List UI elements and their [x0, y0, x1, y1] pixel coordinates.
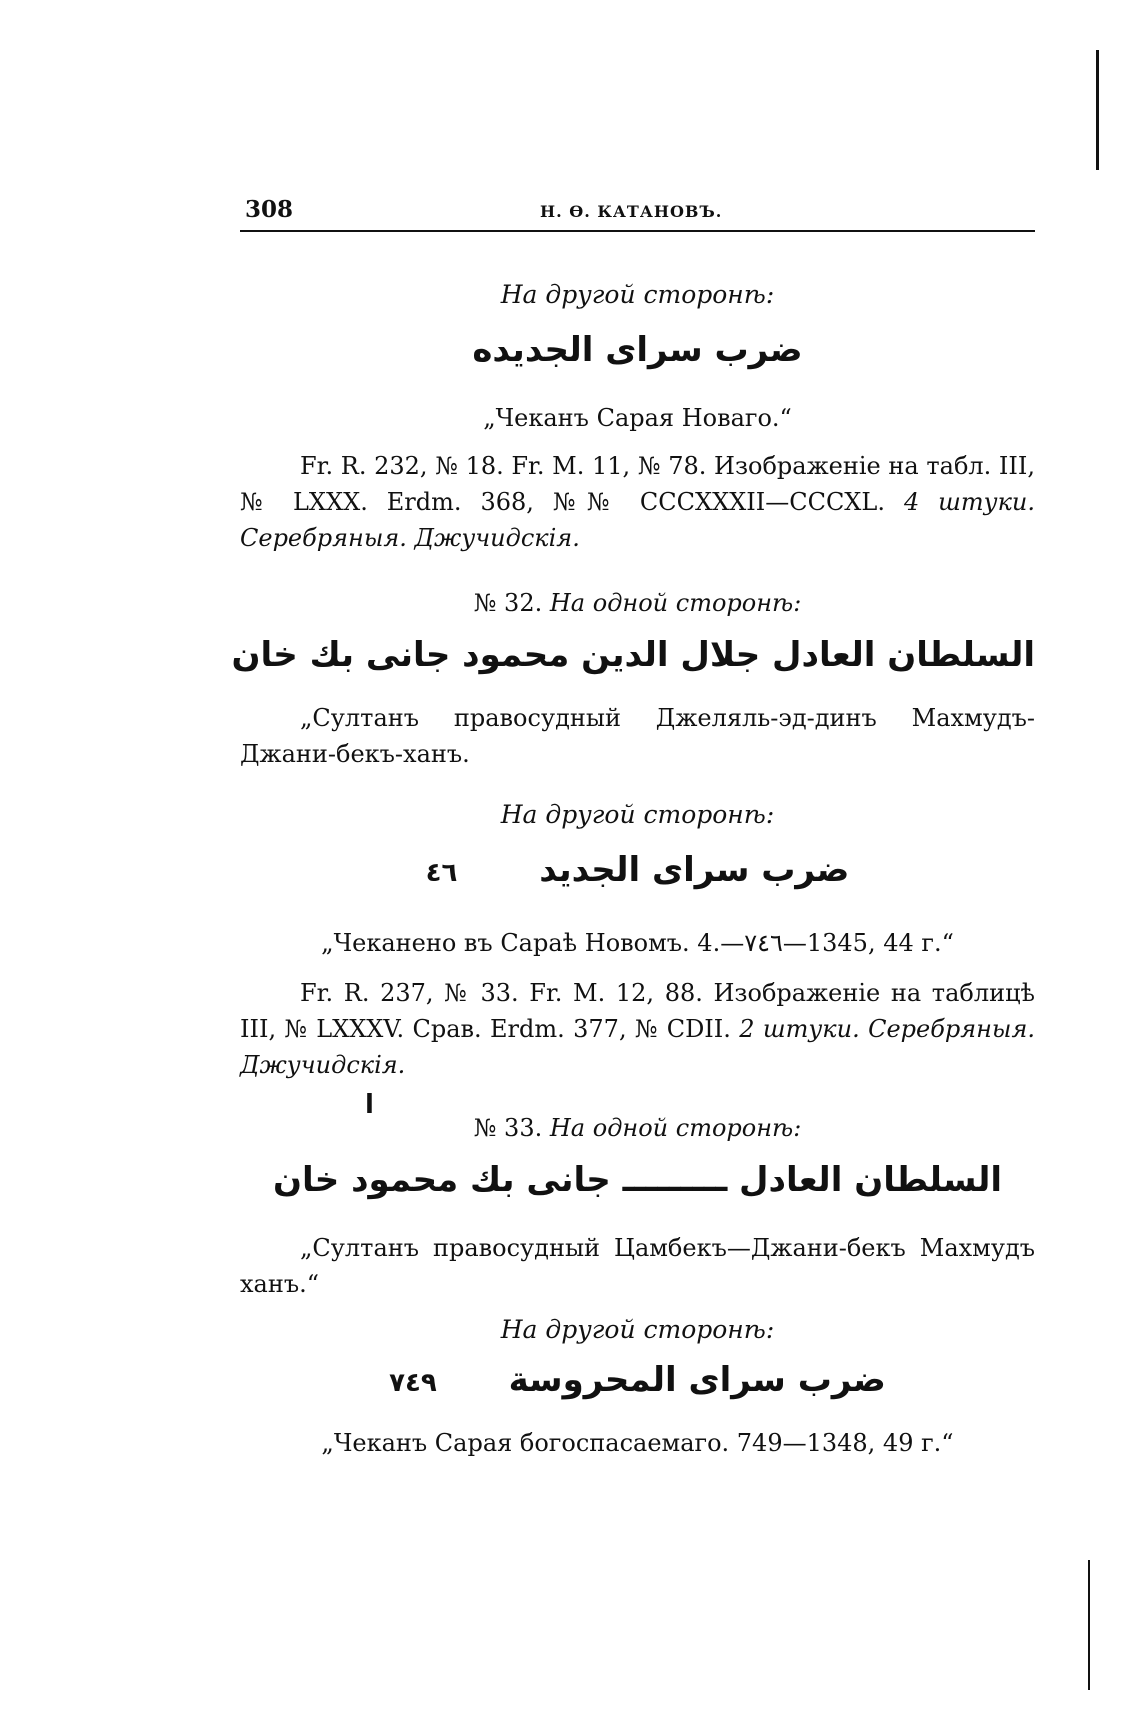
translation: „Чеканъ Сарая Новаго.“ — [483, 404, 792, 432]
reference-count-32: 2 штуки. — [739, 1015, 860, 1043]
page-header — [240, 190, 1035, 232]
running-head: Н. Ө. КАТАНОВЪ. — [540, 202, 723, 221]
translation-33: „Султанъ правосудный Цамбекъ—Джани-бекъ Махмудъ ханъ.“ — [240, 1234, 1035, 1298]
entry-side-heading: На одной сторонѣ: — [549, 589, 802, 617]
right-edge-line-bottom — [1088, 1560, 1090, 1690]
translation-32: „Султанъ правосудный Джеляль-эд-динъ Махмудъ-Джани-бекъ-ханъ. — [240, 704, 1035, 768]
arabic-inscription-32: السلطان العادل جلال الدين محمود جانى بك خان — [231, 635, 1035, 675]
reference-paragraph — [240, 448, 1035, 556]
section-heading-33-other: На другой сторонѣ: — [500, 1315, 775, 1344]
stray-numeral: ا — [365, 1090, 374, 1120]
arabic-date: ٤٦ — [425, 858, 458, 888]
page-number: 308 — [245, 196, 294, 223]
entry-number: № 32. — [473, 589, 543, 617]
entry-heading-32 — [240, 585, 1035, 621]
arabic-mint-text: ضرب سراى الجديد — [539, 850, 850, 890]
entry-heading-33 — [240, 1110, 1035, 1146]
arabic-mint-text-33: ضرب سراى المحروسة — [508, 1360, 886, 1400]
reference-text: Fr. R. 232, № 18. Fr. M. 11, № 78. Изображеніе на табл. III, № LXXX. Erdm. 368, №№ CCCXXXII—CCCXL. — [240, 452, 1035, 516]
arabic-inscription: ضرب سراى الجديده — [472, 330, 803, 370]
reference-text-32: Fr. R. 237, № 33. Fr. M. 12, 88. Изображеніе на таблицѣ III, № LXXXV. Срав. Erdm. 377, № CDII. — [240, 979, 1035, 1043]
right-edge-line-top — [1096, 50, 1099, 170]
section-heading-32-other: На другой сторонѣ: — [500, 800, 775, 829]
reference-tail: Серебряныя. Джучидскія. — [240, 524, 580, 552]
entry-side-heading-33: На одной сторонѣ: — [549, 1114, 802, 1142]
arabic-inscription-33: السلطان العادل ـــــــــ جانى بك محمود خان — [272, 1160, 1002, 1200]
arabic-inscription-32-other — [240, 850, 1035, 890]
page — [231, 190, 1035, 1457]
translation-32-other: „Чеканено въ Сараѣ Новомъ. 4.—٧٤٦—1345, 44 г.“ — [321, 929, 954, 957]
arabic-inscription-33-other — [240, 1360, 1035, 1400]
section-heading: На другой сторонѣ: — [500, 280, 775, 309]
entry-number-33: № 33. — [473, 1114, 543, 1142]
reference-count: 4 штуки. — [903, 488, 1035, 516]
reference-tail-32: Серебряныя. Джучидскія. — [240, 1015, 1035, 1079]
translation-33-other: „Чеканъ Сарая богоспасаемаго. 749—1348, 49 г.“ — [321, 1429, 954, 1457]
reference-paragraph-32 — [240, 975, 1035, 1083]
arabic-date-33: ٧٤٩ — [389, 1368, 437, 1398]
